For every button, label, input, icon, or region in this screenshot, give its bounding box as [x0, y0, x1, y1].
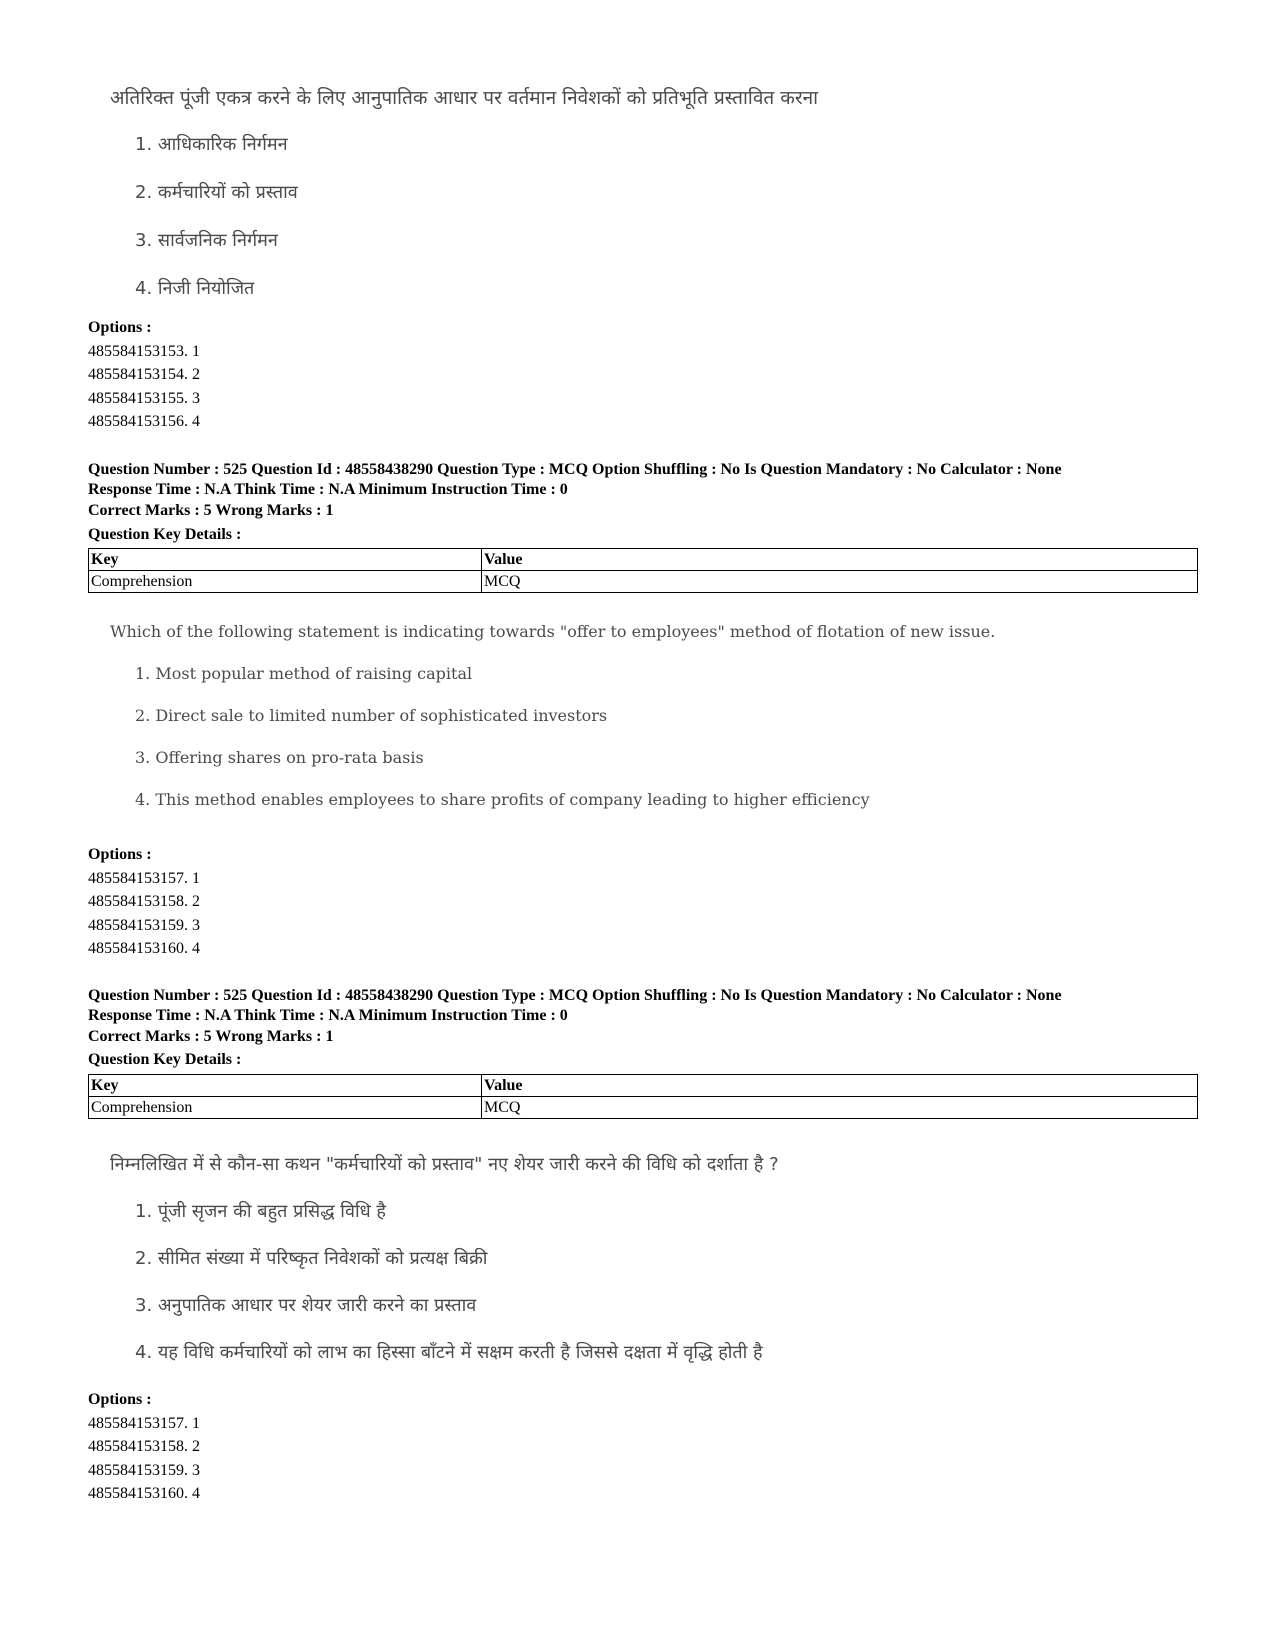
- question-meta-line2: Response Time : N.A Think Time : N.A Minimum Instruction Time : 0: [88, 481, 568, 498]
- question-option: 3. अनुपातिक आधार पर शेयर जारी करने का प्रस्ताव: [135, 1295, 477, 1316]
- question-meta: [88, 986, 1062, 1026]
- question-option: 1. आधिकारिक निर्गमन: [135, 134, 288, 155]
- question-option: 1. Most popular method of raising capital: [135, 664, 473, 683]
- options-title: Options :: [88, 1391, 152, 1408]
- marks-line: Correct Marks : 5 Wrong Marks : 1: [88, 1028, 334, 1045]
- question-option: 2. सीमित संख्या में परिष्कृत निवेशकों को प्रत्यक्ष बिक्री: [135, 1248, 488, 1269]
- option-item: 485584153159. 3: [88, 916, 200, 934]
- question-meta: [88, 460, 1062, 500]
- question-meta-line1: Question Number : 525 Question Id : 48558438290 Question Type : MCQ Option Shuffling : No Is Question Mandatory : No Calculator : None: [88, 987, 1062, 1004]
- question-meta-line2: Response Time : N.A Think Time : N.A Minimum Instruction Time : 0: [88, 1007, 568, 1024]
- question-option: 2. Direct sale to limited number of sophisticated investors: [135, 706, 608, 725]
- option-item: 485584153157. 1: [88, 869, 200, 887]
- option-item: 485584153153. 1: [88, 342, 200, 360]
- option-item: 485584153160. 4: [88, 940, 200, 957]
- question-option: 4. यह विधि कर्मचारियों को लाभ का हिस्सा बाँटने में सक्षम करती है जिससे दक्षता में वृद्धि होती है: [135, 1342, 763, 1363]
- key-details-title: Question Key Details :: [88, 1051, 242, 1068]
- question-stem: निम्नलिखित में से कौन-सा कथन "कर्मचारियों को प्रस्ताव" नए शेयर जारी करने की विधि को दर्शाता है ?: [110, 1154, 779, 1175]
- option-item: 485584153160. 4: [88, 1485, 200, 1502]
- marks-line: Correct Marks : 5 Wrong Marks : 1: [88, 502, 334, 519]
- question-option: 2. कर्मचारियों को प्रस्ताव: [135, 182, 298, 203]
- options-title: Options :: [88, 846, 152, 863]
- key-details-table: [88, 1074, 1198, 1119]
- key-details-title: Question Key Details :: [88, 526, 242, 543]
- options-title: Options :: [88, 319, 152, 336]
- question-option: 4. This method enables employees to share profits of company leading to higher efficiency: [135, 790, 870, 809]
- table-header-key: Key: [89, 1075, 482, 1097]
- table-header-value: Value: [482, 549, 1198, 571]
- options-list: [88, 1388, 200, 1506]
- question-meta-line1: Question Number : 525 Question Id : 48558438290 Question Type : MCQ Option Shuffling : No Is Question Mandatory : No Calculator : None: [88, 461, 1062, 478]
- question-stem: Which of the following statement is indicating towards "offer to employees" method of flotation of new issue.: [110, 622, 996, 641]
- option-item: 485584153154. 2: [88, 366, 200, 383]
- options-list: [88, 843, 200, 961]
- question-stem: अतिरिक्त पूंजी एकत्र करने के लिए आनुपातिक आधार पर वर्तमान निवेशकों को प्रतिभूति प्रस्तावित करना: [110, 87, 819, 109]
- question-option: 4. निजी नियोजित: [135, 278, 255, 299]
- question-option: 1. पूंजी सृजन की बहुत प्रसिद्ध विधि है: [135, 1201, 386, 1222]
- table-header-row: [89, 549, 1198, 571]
- table-cell-value: MCQ: [482, 1097, 1198, 1119]
- question-option: 3. सार्वजनिक निर्गमन: [135, 230, 278, 251]
- table-cell-key: Comprehension: [89, 571, 482, 593]
- table-header-row: [89, 1075, 1198, 1097]
- table-row: [89, 1097, 1198, 1119]
- option-item: 485584153157. 1: [88, 1414, 200, 1432]
- question-image-hindi-2: [110, 1152, 779, 1364]
- question-image-english: [110, 622, 995, 809]
- option-item: 485584153159. 3: [88, 1461, 200, 1479]
- key-details-table: [88, 548, 1198, 593]
- table-header-key: Key: [89, 549, 482, 571]
- question-image-hindi-1: [110, 84, 818, 300]
- question-option: 3. Offering shares on pro-rata basis: [135, 748, 424, 767]
- option-item: 485584153155. 3: [88, 389, 200, 407]
- table-cell-value: MCQ: [482, 571, 1198, 593]
- table-cell-key: Comprehension: [89, 1097, 482, 1119]
- option-item: 485584153156. 4: [88, 413, 200, 430]
- options-list: [88, 316, 200, 434]
- option-item: 485584153158. 2: [88, 1438, 200, 1455]
- table-header-value: Value: [482, 1075, 1198, 1097]
- option-item: 485584153158. 2: [88, 893, 200, 910]
- table-row: [89, 571, 1198, 593]
